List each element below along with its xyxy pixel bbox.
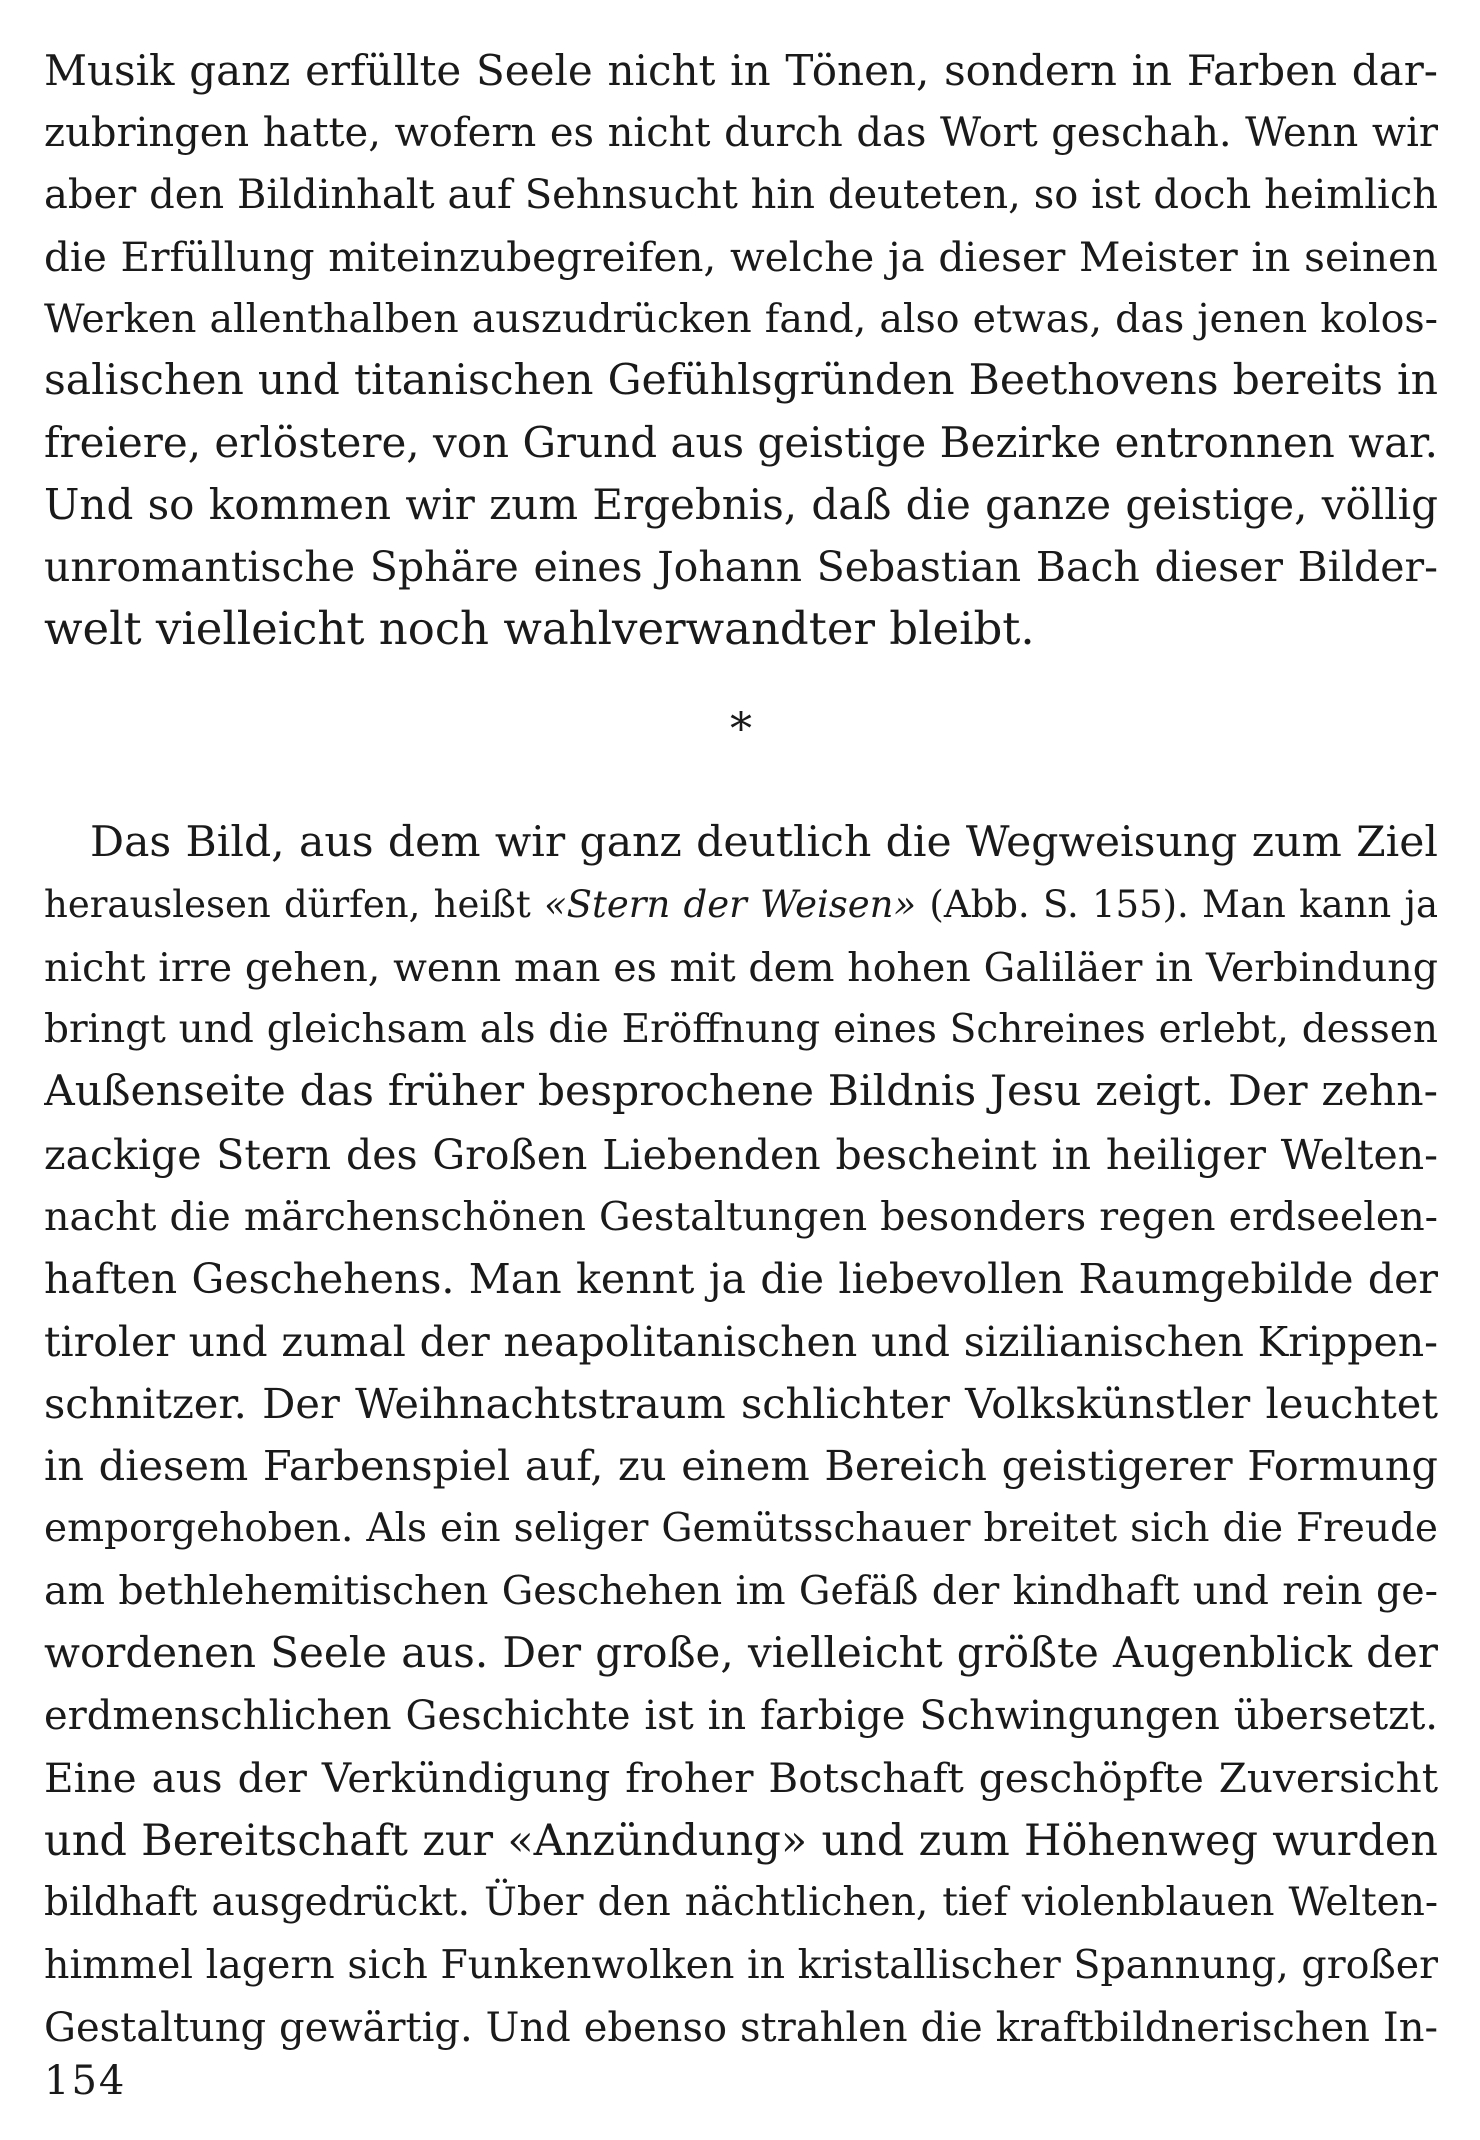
text-line: Außenseite das früher besprochene Bildnis Jesu zeigt. Der zehn- bbox=[44, 1067, 1438, 1117]
text-line: erdmenschlichen Geschichte ist in farbige Schwingungen übersetzt. bbox=[44, 1692, 1438, 1739]
text-fragment: (Abb. S. 155). Man kann ja bbox=[916, 883, 1438, 927]
text-line: zackige Stern des Großen Liebenden bescheint in heiliger Welten- bbox=[44, 1130, 1438, 1179]
text-line: Musik ganz erfüllte Seele nicht in Tönen, sondern in Farben dar- bbox=[44, 46, 1438, 95]
text-line: Eine aus der Verkündigung froher Botschaft geschöpfte Zuversicht bbox=[44, 1754, 1438, 1803]
text-line: aber den Bildinhalt auf Sehnsucht hin deuteten, so ist doch heimlich bbox=[44, 172, 1438, 218]
paragraph-1 bbox=[44, 40, 1438, 660]
text-line: bringt und gleichsam als die Eröffnung eines Schreines erlebt, dessen bbox=[44, 1007, 1438, 1053]
text-line: in diesem Farbenspiel auf, zu einem Bereich geistigerer Formung bbox=[44, 1441, 1438, 1491]
text-line: bildhaft ausgedrückt. Über den nächtlichen, tief violenblauen Welten- bbox=[44, 1879, 1438, 1925]
text-line: emporgehoben. Als ein seliger Gemütsschauer breitet sich die Freude bbox=[44, 1505, 1438, 1551]
text-line: nacht die märchenschönen Gestaltungen besonders regen erdseelen- bbox=[44, 1194, 1438, 1241]
text-fragment: herauslesen dürfen, heißt bbox=[44, 883, 545, 927]
text-line: welt vielleicht noch wahlverwandter bleibt. bbox=[44, 602, 1035, 655]
text-line: tiroler und zumal der neapolitanischen und sizilianischen Krippen- bbox=[44, 1317, 1438, 1366]
text-line: und Bereitschaft zur «Anzündung» und zum Höhenweg wurden bbox=[44, 1815, 1438, 1866]
page-number: 154 bbox=[44, 2058, 127, 2104]
text-line-with-title bbox=[44, 874, 1438, 936]
text-line: unromantische Sphäre eines Johann Sebastian Bach dieser Bilder- bbox=[44, 543, 1438, 591]
text-line: zubringen hatte, wofern es nicht durch das Wort geschah. Wenn wir bbox=[44, 110, 1438, 156]
text-line: himmel lagern sich Funkenwolken in kristallischer Spannung, großer bbox=[44, 1942, 1438, 1989]
text-line: salischen und titanischen Gefühlsgründen Beethovens bereits in bbox=[44, 356, 1438, 405]
text-line: Werken allenthalben auszudrücken fand, also etwas, das jenen kolos- bbox=[44, 296, 1438, 342]
text-line: haften Geschehens. Man kennt ja die liebevollen Raumgebilde der bbox=[44, 1255, 1438, 1304]
text-line: am bethlehemitischen Geschehen im Gefäß der kindhaft und rein ge- bbox=[44, 1568, 1438, 1615]
text-line: Das Bild, aus dem wir ganz deutlich die Wegweisung zum Ziel bbox=[90, 818, 1438, 867]
paragraph-2 bbox=[44, 812, 1438, 2059]
section-separator-asterisk: * bbox=[730, 704, 752, 755]
artwork-title: «Stern der Weisen» bbox=[544, 883, 917, 927]
text-line: schnitzer. Der Weihnachtstraum schlichter Volkskünstler leuchtet bbox=[44, 1379, 1438, 1429]
text-line: wordenen Seele aus. Der große, vielleicht größte Augenblick der bbox=[44, 1628, 1438, 1678]
text-line: nicht irre gehen, wenn man es mit dem hohen Galiläer in Verbindung bbox=[44, 944, 1438, 991]
text-line: die Erfüllung miteinzubegreifen, welche ja dieser Meister in seinen bbox=[44, 233, 1438, 281]
text-line: Gestaltung gewärtig. Und ebenso strahlen die kraftbildnerischen In- bbox=[44, 2004, 1438, 2051]
text-line: Und so kommen wir zum Ergebnis, daß die ganze geistige, völlig bbox=[44, 480, 1438, 529]
text-line: freiere, erlöstere, von Grund aus geistige Bezirke entronnen war. bbox=[44, 418, 1438, 467]
